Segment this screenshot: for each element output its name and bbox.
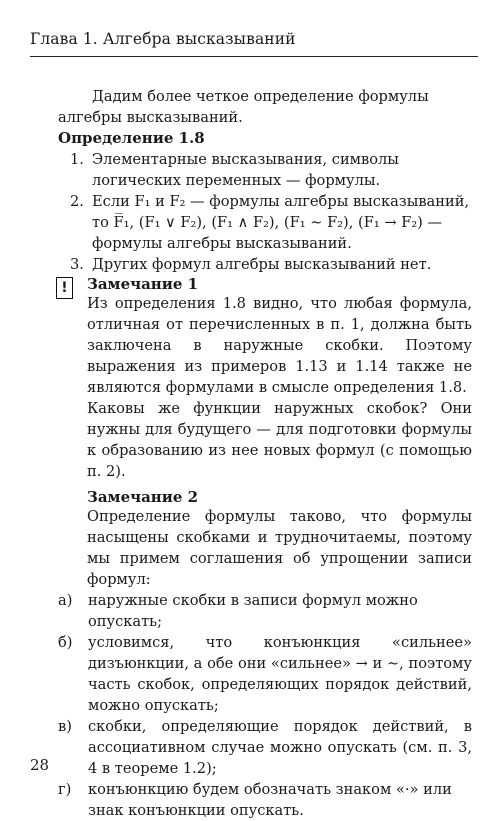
item-text: Элементарные высказывания, символы логических переменных — формулы. — [92, 151, 399, 189]
item-text: конъюнкцию будем обозначать знаком «·» или знак конъюнкции опускать. — [88, 781, 452, 819]
item-text: скобки, определяющие порядок действий, в ассоциативном случае можно опускать (см. п. 3, 4 в теореме 1.2); — [88, 718, 472, 777]
page-number: 28 — [30, 756, 50, 774]
remark-1-title: Замечание 1 — [87, 275, 199, 293]
item-text: Если F₁ и F₂ — формулы алгебры высказываний, — [92, 193, 470, 210]
remark-2-title: Замечание 2 — [87, 488, 199, 506]
definition-title: Определение 1.8 — [58, 129, 205, 147]
item-letter: в) — [58, 718, 72, 735]
header-rule — [30, 56, 478, 57]
remark-1-paragraph-1: Из определения 1.8 видно, что любая формула, отличная от перечисленных в п. 1, должна быть заключена в наружные скобки. Поэтому выражения из примеров 1.13 и 1.14 также не являются формулами в смысле определения 1.8. — [87, 295, 472, 396]
formula-line: то F̅₁, (F₁ ∨ F₂), (F₁ ∧ F₂), (F₁ ∼ F₂), (F₁ → F₂) — — [92, 214, 443, 231]
remark-1-paragraph-2: Каковы же функции наружных скобок? Они нужны для будущего — для подготовки формулы к образованию из нее новых формул (с помощью п. 2). — [87, 400, 472, 480]
formula-line-2: формулы алгебры высказываний. — [92, 235, 352, 252]
item-number: 3. — [70, 256, 84, 273]
intro-paragraph: Дадим более четкое определение формулы алгебры высказываний. — [58, 88, 429, 126]
remark-2-paragraph: Определение формулы таково, что формулы насыщены скобками и трудночитаемы, поэтому мы примем соглашения об упрощении записи формул: — [87, 508, 472, 588]
item-number: 1. — [70, 151, 84, 168]
item-text: наружные скобки в записи формул можно опускать; — [88, 592, 418, 630]
exclamation-icon: ! — [56, 277, 73, 299]
item-number: 2. — [70, 193, 84, 210]
item-letter: г) — [58, 781, 72, 798]
item-text: условимся, что конъюнкция «сильнее» дизъюнкции, а обе они «сильнее» → и ∼, поэтому часть скобок, определяющих порядок действий, можно опускать; — [88, 634, 472, 714]
running-header: Глава 1. Алгебра высказываний — [30, 30, 296, 48]
item-letter: а) — [58, 592, 73, 609]
item-text: Других формул алгебры высказываний нет. — [92, 256, 432, 273]
item-letter: б) — [58, 634, 73, 651]
